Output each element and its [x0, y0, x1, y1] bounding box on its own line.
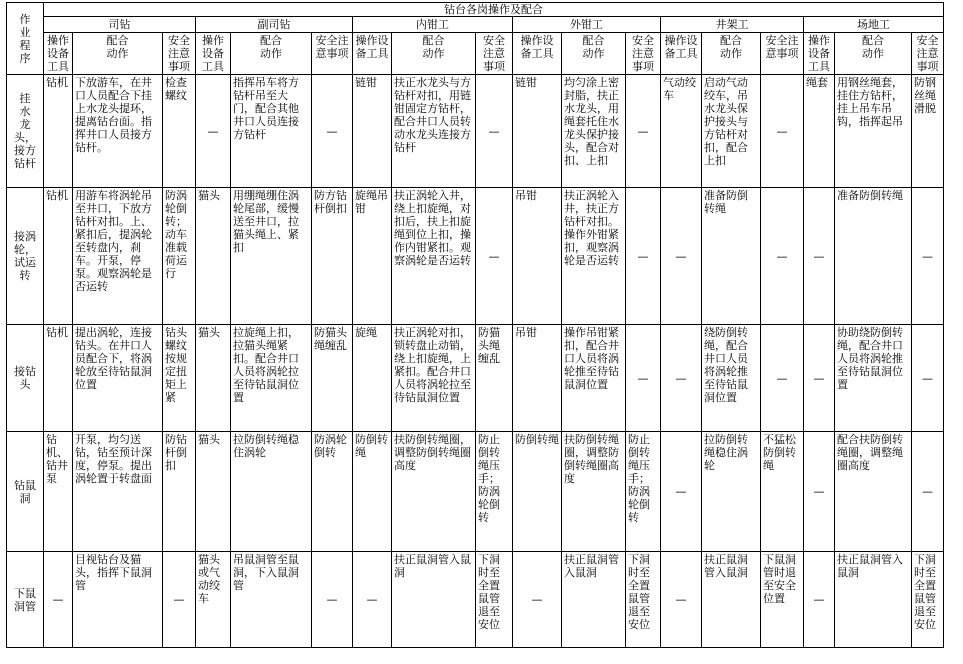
derrick-worker-tools-cell: — [661, 552, 702, 648]
inner-tong-worker-action-header: 配合 动作 [392, 33, 476, 75]
derrick-worker-action-cell: 启动气动绞车，吊水龙头保护接头与方钻杆对扣，配合上扣 [702, 75, 761, 188]
floor-worker-safety-header: 安全 注意 事项 [912, 33, 944, 75]
derrick-worker-safety-cell: — [761, 75, 804, 188]
driller-safety-cell: 防钻杆倒扣 [163, 432, 196, 552]
outer-tong-worker-safety-cell: 防止倒转绳压手；防涡轮倒转 [626, 432, 661, 552]
inner-tong-worker-safety-cell: — [476, 188, 513, 325]
assistant-driller-action-cell: 用绷绳绷住涡轮尾部，缓慢送至井口，拉猫头绳上、紧扣 [231, 188, 312, 325]
derrick-worker-safety-cell: 不猛松防倒转绳 [761, 432, 804, 552]
procedure-cell: 挂 水 龙 头， 接方 钻杆 [7, 75, 44, 188]
inner-tong-worker-action-cell: 扶正水龙头与方钻杆对扣，用链钳固定方钻杆，配合井口人员转动水龙头连接方钻杆 [392, 75, 476, 188]
role-header-derrick-worker: 井架工 [661, 17, 804, 33]
floor-worker-tools-cell: — [804, 552, 835, 648]
outer-tong-worker-tools-cell: 吊钳 [513, 325, 562, 432]
derrick-worker-action-cell: 扶正鼠洞管入鼠洞 [702, 552, 761, 648]
assistant-driller-safety-cell: 防方钻杆倒扣 [312, 188, 353, 325]
procedure-cell: 接涡 轮， 试运 转 [7, 188, 44, 325]
table-row [7, 188, 944, 325]
inner-tong-worker-action-cell: 扶防倒转绳圈，调整防倒转绳圈高度 [392, 432, 476, 552]
driller-safety-header: 安全 注意 事项 [163, 33, 196, 75]
driller-tools-cell: 钻机、钻井泵 [44, 432, 73, 552]
assistant-driller-tools-cell: 猫头或气动绞车 [196, 552, 231, 648]
table-row [7, 552, 944, 648]
inner-tong-worker-tools-header: 操作设 备工具 [353, 33, 392, 75]
inner-tong-worker-tools-cell: 链钳 [353, 75, 392, 188]
driller-safety-cell: 检查螺纹 [163, 75, 196, 188]
derrick-worker-safety-cell: — [761, 188, 804, 325]
derrick-worker-safety-cell: 下鼠洞管时退至安全位置 [761, 552, 804, 648]
driller-tools-cell: 钻机 [44, 75, 73, 188]
assistant-driller-tools-cell: — [196, 75, 231, 188]
derrick-worker-action-cell: 准备防倒转绳 [702, 188, 761, 325]
assistant-driller-action-header: 配合 动作 [231, 33, 312, 75]
derrick-worker-action-cell: 绕防倒转绳，配合井口人员将涡轮推至待钻鼠洞位置 [702, 325, 761, 432]
assistant-driller-tools-header: 操作 设备 工具 [196, 33, 231, 75]
outer-tong-worker-safety-cell: — [626, 188, 661, 325]
procedure-cell: 接钻 头 [7, 325, 44, 432]
inner-tong-worker-safety-cell: 防猫头绳缠乱 [476, 325, 513, 432]
driller-action-cell: 提出涡轮，连接钻头。在井口人员配合下，将涡轮放至待钻鼠洞位置 [73, 325, 163, 432]
outer-tong-worker-safety-cell: — [626, 325, 661, 432]
floor-worker-safety-cell: — [912, 188, 944, 325]
driller-action-cell: 开泵，均匀送钻，钻至预计深度，停泵。提出涡轮置于转盘面 [73, 432, 163, 552]
floor-worker-action-cell: 协助绕防倒转绳，配合井口人员将涡轮推至待钻鼠洞位置 [835, 325, 912, 432]
inner-tong-worker-action-cell: 扶正涡轮对扣，锁转盘止动销，绕上扣旋绳，上紧扣。配合井口人员将涡轮拉至待钻鼠洞位置 [392, 325, 476, 432]
floor-worker-action-cell: 配合扶防倒转绳圈，调整绳圈高度 [835, 432, 912, 552]
assistant-driller-tools-cell: 猫头 [196, 432, 231, 552]
outer-tong-worker-tools-cell: 吊钳 [513, 188, 562, 325]
procedure-header: 作 业 程 序 [7, 3, 44, 75]
derrick-worker-safety-cell: — [761, 325, 804, 432]
floor-worker-tools-cell: 绳套 [804, 75, 835, 188]
assistant-driller-action-cell: 拉旋绳上扣，拉猫头绳紧扣。配合井口人员将涡轮拉至待钻鼠洞位置 [231, 325, 312, 432]
floor-worker-tools-cell: — [804, 188, 835, 325]
assistant-driller-action-cell: 指挥吊车将方钻杆吊至大门，配合其他井口人员连接方钻杆 [231, 75, 312, 188]
outer-tong-worker-tools-header: 操作设 备工具 [513, 33, 562, 75]
role-header-inner-tong-worker: 内钳工 [353, 17, 513, 33]
floor-worker-action-header: 配合 动作 [835, 33, 912, 75]
outer-tong-worker-action-cell: 扶正涡轮入井，扶正方钻杆对扣。操作外钳紧扣，观察涡轮是否运转 [562, 188, 626, 325]
outer-tong-worker-tools-cell: 防倒转绳 [513, 432, 562, 552]
floor-worker-action-cell: 扶正鼠洞管入鼠洞 [835, 552, 912, 648]
assistant-driller-safety-header: 安全注 意事项 [312, 33, 353, 75]
floor-worker-tools-cell: — [804, 325, 835, 432]
outer-tong-worker-safety-header: 安全 注意 事项 [626, 33, 661, 75]
derrick-worker-action-cell: 拉防倒转绳稳住涡轮 [702, 432, 761, 552]
inner-tong-worker-safety-cell: — [476, 75, 513, 188]
derrick-worker-tools-cell: — [661, 188, 702, 325]
assistant-driller-tools-cell: 猫头 [196, 325, 231, 432]
outer-tong-worker-safety-cell: 下洞时至全置鼠管退至安位 [626, 552, 661, 648]
driller-action-cell: 下放游车，在井口人员配合下挂上水龙头提环，提离钻台面。指挥井口人员接方钻杆。 [73, 75, 163, 188]
inner-tong-worker-action-cell: 扶正涡轮入井，绕上扣旋绳，对扣后，扶上扣旋绳到位上扣，操作内钳紧扣。观察涡轮是否运转 [392, 188, 476, 325]
table-row [7, 75, 944, 188]
table-row [7, 325, 944, 432]
role-header-outer-tong-worker: 外钳工 [513, 17, 661, 33]
floor-worker-action-cell: 准备防倒转绳 [835, 188, 912, 325]
floor-worker-safety-cell: 防钢丝绳滑脱 [912, 75, 944, 188]
outer-tong-worker-action-cell: 均匀涂上密封脂，扶正水龙头，用绳套托住水龙头保护接头，配合对扣、上扣 [562, 75, 626, 188]
driller-action-cell: 目视钻台及猫头，指挥下鼠洞管 [73, 552, 163, 648]
driller-action-cell: 用游车将涡轮吊至井口，下放方钻杆对扣。上、紧扣后，提涡轮至转盘内，刹车。开泵，停泵。观察涡轮是否运转 [73, 188, 163, 325]
outer-tong-worker-action-header: 配合 动作 [562, 33, 626, 75]
procedure-cell: 钻鼠 洞 [7, 432, 44, 552]
assistant-driller-action-cell: 拉防倒转绳稳住涡轮 [231, 432, 312, 552]
outer-tong-worker-action-cell: 操作吊钳紧扣，配合井口人员将涡轮推至待钻鼠洞位置 [562, 325, 626, 432]
inner-tong-worker-action-cell: 扶正鼠洞管入鼠洞 [392, 552, 476, 648]
table-title: 钻台各岗操作及配合 [44, 3, 944, 17]
assistant-driller-safety-cell: 防猫头绳缠乱 [312, 325, 353, 432]
outer-tong-worker-safety-cell: — [626, 75, 661, 188]
operations-table [6, 2, 944, 648]
floor-worker-safety-cell: — [912, 325, 944, 432]
derrick-worker-tools-cell: — [661, 432, 702, 552]
inner-tong-worker-tools-cell: 旋绳 [353, 325, 392, 432]
floor-worker-safety-cell: 下洞时至全置鼠管退至安位 [912, 552, 944, 648]
assistant-driller-action-cell: 吊鼠洞管至鼠洞，下入鼠洞管 [231, 552, 312, 648]
driller-tools-cell: 钻机 [44, 325, 73, 432]
outer-tong-worker-action-cell: 扶防倒转绳圈，调整防倒转绳圈高度 [562, 432, 626, 552]
outer-tong-worker-tools-cell: 链钳 [513, 75, 562, 188]
assistant-driller-tools-cell: 猫头 [196, 188, 231, 325]
role-header-driller: 司钻 [44, 17, 196, 33]
driller-action-header: 配合 动作 [73, 33, 163, 75]
procedure-cell: 下鼠 洞管 [7, 552, 44, 648]
floor-worker-action-cell: 用钢丝绳套，挂住方钻杆，挂上吊车吊钩，指挥起吊 [835, 75, 912, 188]
driller-tools-cell: — [44, 552, 73, 648]
inner-tong-worker-tools-cell: — [353, 552, 392, 648]
driller-safety-cell: 防涡轮倒转；动车准载荷运行 [163, 188, 196, 325]
driller-safety-cell: — [163, 552, 196, 648]
inner-tong-worker-tools-cell: 旋绳吊钳 [353, 188, 392, 325]
inner-tong-worker-tools-cell: 防倒转绳 [353, 432, 392, 552]
inner-tong-worker-safety-cell: 防止倒转绳压手；防涡轮倒转 [476, 432, 513, 552]
driller-tools-cell: 钻机 [44, 188, 73, 325]
floor-worker-tools-header: 操作 设备 工具 [804, 33, 835, 75]
role-header-assistant-driller: 副司钻 [196, 17, 353, 33]
derrick-worker-tools-cell: 气动绞车 [661, 75, 702, 188]
outer-tong-worker-tools-cell: — [513, 552, 562, 648]
derrick-worker-action-header: 配合 动作 [702, 33, 761, 75]
outer-tong-worker-action-cell: 扶正鼠洞管入鼠洞 [562, 552, 626, 648]
derrick-worker-tools-cell: — [661, 325, 702, 432]
assistant-driller-safety-cell: 防涡轮倒转 [312, 432, 353, 552]
inner-tong-worker-safety-header: 安全 注意 事项 [476, 33, 513, 75]
inner-tong-worker-safety-cell: 下洞时至全置鼠管退至安位 [476, 552, 513, 648]
floor-worker-safety-cell: — [912, 432, 944, 552]
driller-tools-header: 操作 设备 工具 [44, 33, 73, 75]
floor-worker-tools-cell: — [804, 432, 835, 552]
assistant-driller-safety-cell: — [312, 552, 353, 648]
driller-safety-cell: 钻头螺纹按规定扭矩上紧 [163, 325, 196, 432]
role-header-floor-worker: 场地工 [804, 17, 944, 33]
derrick-worker-safety-header: 安全注 意事项 [761, 33, 804, 75]
derrick-worker-tools-header: 操作设 备工具 [661, 33, 702, 75]
table-row [7, 432, 944, 552]
assistant-driller-safety-cell: — [312, 75, 353, 188]
